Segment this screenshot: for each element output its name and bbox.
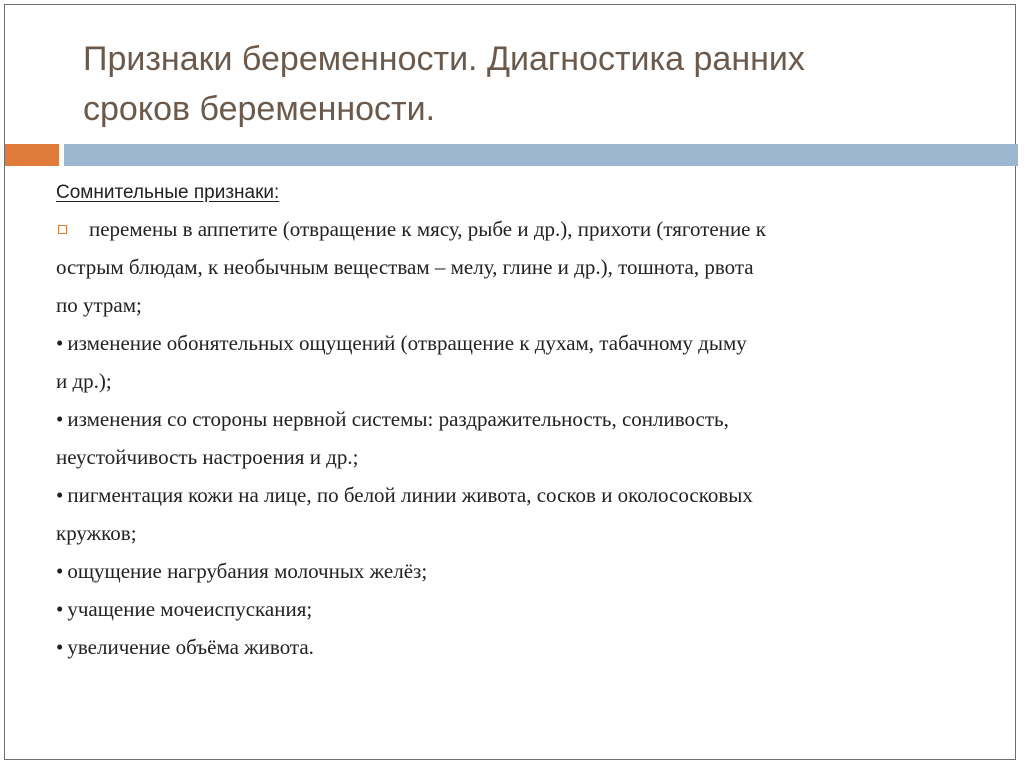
list-item-text: увеличение объёма живота. (67, 635, 314, 659)
accent-bar-orange (5, 144, 59, 166)
slide-title-line-1: Признаки беременности. Диагностика ранних (83, 40, 805, 78)
list-item (56, 476, 956, 552)
list-item-line (56, 400, 956, 438)
slide-title-line-2: сроков беременности. (83, 90, 436, 128)
list-item-line (56, 590, 956, 628)
list-item-text: пигментация кожи на лице, по белой линии живота, сосков и околососковых (67, 483, 753, 507)
list-item-text: и др.); (56, 369, 112, 393)
list-item (56, 628, 956, 666)
content-body (56, 176, 956, 666)
bullet-icon: • (56, 483, 64, 507)
accent-bar-blue (64, 144, 1018, 166)
bullet-icon: • (56, 559, 64, 583)
list-item-text: по утрам; (56, 293, 142, 317)
list-item-text: острым блюдам, к необычным веществам – мелу, глине и др.), тошнота, рвота (56, 255, 754, 279)
list-item-text: изменения со стороны нервной системы: раздражительность, сонливость, (67, 407, 729, 431)
bullet-icon: • (56, 331, 64, 355)
section-heading: Сомнительные признаки: (56, 182, 280, 203)
list-item-text: кружков; (56, 521, 137, 545)
list-item (56, 552, 956, 590)
bullet-icon: • (56, 407, 64, 431)
list-item-line (56, 552, 956, 590)
list-item (56, 590, 956, 628)
list-item (56, 324, 956, 400)
list-item (56, 400, 956, 476)
list-item-text: учащение мочеиспускания; (67, 597, 313, 621)
list-item-text: изменение обонятельных ощущений (отвращение к духам, табачному дыму (67, 331, 747, 355)
list-item (56, 210, 956, 324)
list-item-text: ощущение нагрубания молочных желёз; (67, 559, 428, 583)
list-item-text: неустойчивость настроения и др.; (56, 445, 359, 469)
list-item-line (56, 210, 956, 248)
list-item-line (56, 628, 956, 666)
square-outline-icon (58, 225, 67, 234)
slide-title (83, 34, 963, 134)
list-item-text: перемены в аппетите (отвращение к мясу, рыбе и др.), прихоти (тяготение к (89, 217, 766, 241)
list-item-line (56, 324, 956, 362)
bullet-icon: • (56, 597, 64, 621)
list-item-line (56, 476, 956, 514)
bullet-icon: • (56, 635, 64, 659)
